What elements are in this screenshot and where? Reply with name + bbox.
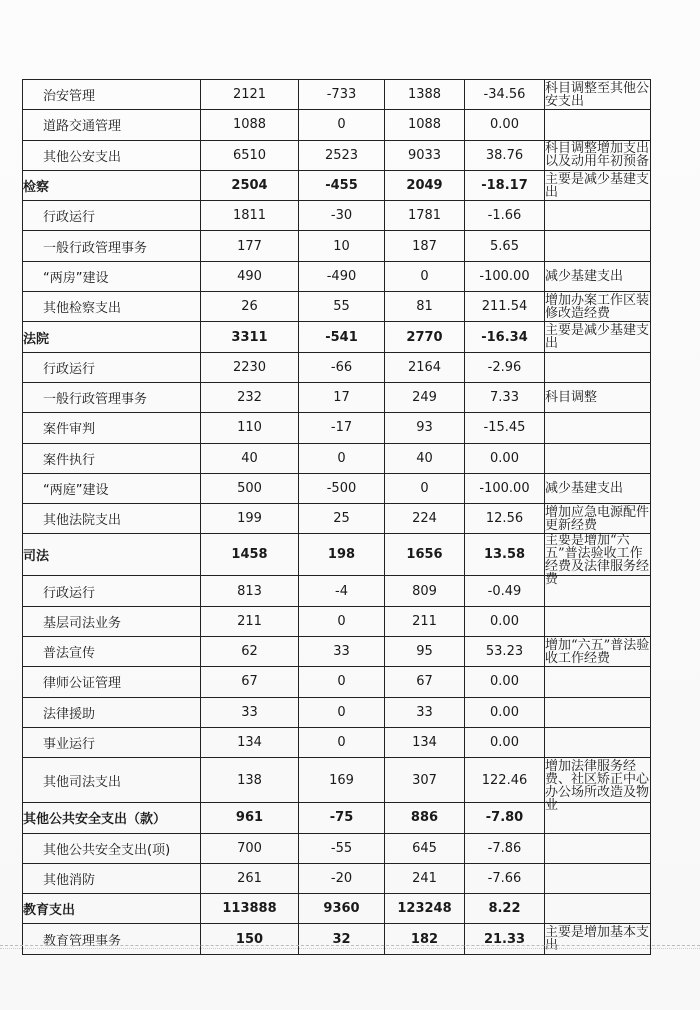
value-percent: -7.86 bbox=[465, 833, 545, 863]
note-cell bbox=[545, 833, 651, 863]
note-text: 增加办案工作区装修改造经费 bbox=[545, 292, 650, 321]
value-adjusted: 1088 bbox=[385, 110, 465, 140]
note-cell bbox=[545, 443, 651, 473]
item-name: 一般行政管理事务 bbox=[23, 382, 201, 412]
table-row bbox=[23, 413, 651, 443]
table-row bbox=[23, 443, 651, 473]
table-row-category bbox=[23, 170, 651, 200]
note-cell bbox=[545, 170, 651, 200]
value-adjustment: 25 bbox=[299, 504, 385, 534]
value-adjustment: 10 bbox=[299, 231, 385, 261]
value-original: 1811 bbox=[201, 201, 299, 231]
value-adjusted: 645 bbox=[385, 833, 465, 863]
item-name: 检察 bbox=[23, 170, 201, 200]
value-adjusted: 0 bbox=[385, 261, 465, 291]
value-percent: -1.66 bbox=[465, 201, 545, 231]
note-cell bbox=[545, 140, 651, 170]
value-adjustment: 0 bbox=[299, 443, 385, 473]
table-row bbox=[23, 140, 651, 170]
value-adjustment: 0 bbox=[299, 727, 385, 757]
value-adjusted: 809 bbox=[385, 576, 465, 606]
value-percent: -34.56 bbox=[465, 80, 545, 110]
table-row bbox=[23, 261, 651, 291]
note-text: 科目调整至其他公安支出 bbox=[545, 80, 650, 109]
value-percent: -16.34 bbox=[465, 322, 545, 352]
item-name: 治安管理 bbox=[23, 80, 201, 110]
value-original: 261 bbox=[201, 863, 299, 893]
item-name: 法院 bbox=[23, 322, 201, 352]
note-cell bbox=[545, 231, 651, 261]
value-adjustment: -75 bbox=[299, 803, 385, 833]
value-adjusted: 1656 bbox=[385, 534, 465, 576]
value-adjustment: 169 bbox=[299, 758, 385, 803]
value-adjusted: 224 bbox=[385, 504, 465, 534]
value-adjusted: 241 bbox=[385, 863, 465, 893]
note-cell bbox=[545, 110, 651, 140]
value-percent: 122.46 bbox=[465, 758, 545, 803]
item-name: 其他公共安全支出（款） bbox=[23, 803, 201, 833]
note-cell bbox=[545, 322, 651, 352]
value-percent: -100.00 bbox=[465, 473, 545, 503]
table-row bbox=[23, 80, 651, 110]
note-cell bbox=[545, 533, 651, 588]
value-adjusted: 182 bbox=[385, 924, 465, 954]
value-original: 199 bbox=[201, 504, 299, 534]
note-cell bbox=[545, 894, 651, 924]
item-name: “两庭”建设 bbox=[23, 473, 201, 503]
value-adjustment: 0 bbox=[299, 110, 385, 140]
value-percent: 8.22 bbox=[465, 894, 545, 924]
value-adjusted: 67 bbox=[385, 667, 465, 697]
value-percent: 0.00 bbox=[465, 727, 545, 757]
value-percent: -0.49 bbox=[465, 576, 545, 606]
value-percent: -7.80 bbox=[465, 803, 545, 833]
note-text: 增加“六五”普法验收工作经费 bbox=[545, 637, 650, 666]
value-percent: 13.58 bbox=[465, 534, 545, 576]
scan-edge-line bbox=[0, 948, 700, 950]
item-name: 司法 bbox=[23, 534, 201, 576]
value-percent: 53.23 bbox=[465, 637, 545, 667]
value-percent: 38.76 bbox=[465, 140, 545, 170]
item-name: 其他司法支出 bbox=[23, 758, 201, 803]
table-row bbox=[23, 606, 651, 636]
value-adjusted: 9033 bbox=[385, 140, 465, 170]
value-original: 2504 bbox=[201, 170, 299, 200]
value-adjusted: 2049 bbox=[385, 170, 465, 200]
item-name: 其他公共安全支出(项) bbox=[23, 833, 201, 863]
value-adjustment: -500 bbox=[299, 473, 385, 503]
note-text: 增加法律服务经费、社区矫正中心办公场所改造及物业 bbox=[545, 758, 650, 813]
value-adjusted: 0 bbox=[385, 473, 465, 503]
value-adjusted: 93 bbox=[385, 413, 465, 443]
table-row bbox=[23, 833, 651, 863]
note-text: 科目调整 bbox=[545, 390, 598, 406]
value-original: 2121 bbox=[201, 80, 299, 110]
value-percent: 0.00 bbox=[465, 667, 545, 697]
value-adjusted: 307 bbox=[385, 758, 465, 803]
note-text: 减少基建支出 bbox=[545, 481, 624, 496]
table-row bbox=[23, 727, 651, 757]
value-percent: -18.17 bbox=[465, 170, 545, 200]
note-cell bbox=[545, 863, 651, 893]
value-original: 490 bbox=[201, 261, 299, 291]
value-original: 33 bbox=[201, 697, 299, 727]
value-percent: -2.96 bbox=[465, 352, 545, 382]
value-adjusted: 95 bbox=[385, 637, 465, 667]
item-name: 其他检察支出 bbox=[23, 292, 201, 322]
item-name: 教育支出 bbox=[23, 894, 201, 924]
value-original: 177 bbox=[201, 231, 299, 261]
value-adjustment: 55 bbox=[299, 292, 385, 322]
value-adjusted: 1781 bbox=[385, 201, 465, 231]
value-original: 40 bbox=[201, 443, 299, 473]
value-original: 26 bbox=[201, 292, 299, 322]
note-cell bbox=[545, 382, 651, 412]
value-adjustment: 2523 bbox=[299, 140, 385, 170]
table-row bbox=[23, 231, 651, 261]
value-adjusted: 81 bbox=[385, 292, 465, 322]
value-adjustment: -733 bbox=[299, 80, 385, 110]
value-adjustment: -455 bbox=[299, 170, 385, 200]
table-row-category bbox=[23, 534, 651, 576]
value-original: 138 bbox=[201, 758, 299, 803]
value-adjustment: 32 bbox=[299, 924, 385, 954]
table-row bbox=[23, 110, 651, 140]
value-adjusted: 886 bbox=[385, 803, 465, 833]
value-adjusted: 40 bbox=[385, 443, 465, 473]
value-percent: 0.00 bbox=[465, 443, 545, 473]
value-adjustment: 17 bbox=[299, 382, 385, 412]
table-row-category bbox=[23, 894, 651, 924]
value-original: 113888 bbox=[201, 894, 299, 924]
table-row bbox=[23, 201, 651, 231]
item-name: 道路交通管理 bbox=[23, 110, 201, 140]
note-cell bbox=[545, 80, 651, 110]
table-row bbox=[23, 382, 651, 412]
value-adjusted: 33 bbox=[385, 697, 465, 727]
value-original: 961 bbox=[201, 803, 299, 833]
item-name: 一般行政管理事务 bbox=[23, 231, 201, 261]
value-original: 1088 bbox=[201, 110, 299, 140]
value-adjusted: 2164 bbox=[385, 352, 465, 382]
value-adjustment: 198 bbox=[299, 534, 385, 576]
value-adjustment: 33 bbox=[299, 637, 385, 667]
item-name: 行政运行 bbox=[23, 576, 201, 606]
value-percent: 5.65 bbox=[465, 231, 545, 261]
note-text: 科目调整增加支出以及动用年初预备 bbox=[545, 141, 650, 170]
item-name: 其他公安支出 bbox=[23, 140, 201, 170]
note-cell bbox=[545, 606, 651, 636]
value-adjusted: 2770 bbox=[385, 322, 465, 352]
note-text: 主要是增加基本支出 bbox=[545, 925, 650, 954]
note-cell bbox=[545, 352, 651, 382]
table-row bbox=[23, 667, 651, 697]
value-adjustment: -4 bbox=[299, 576, 385, 606]
value-adjustment: -55 bbox=[299, 833, 385, 863]
value-percent: -15.45 bbox=[465, 413, 545, 443]
value-adjusted: 1388 bbox=[385, 80, 465, 110]
value-adjustment: -541 bbox=[299, 322, 385, 352]
value-adjusted: 123248 bbox=[385, 894, 465, 924]
value-adjustment: 0 bbox=[299, 697, 385, 727]
note-cell bbox=[545, 473, 651, 503]
note-cell bbox=[545, 504, 651, 534]
value-adjustment: -20 bbox=[299, 863, 385, 893]
note-cell bbox=[545, 576, 651, 606]
value-adjustment: -30 bbox=[299, 201, 385, 231]
value-adjusted: 249 bbox=[385, 382, 465, 412]
item-name: “两房”建设 bbox=[23, 261, 201, 291]
note-cell bbox=[545, 292, 651, 322]
item-name: 基层司法业务 bbox=[23, 606, 201, 636]
item-name: 案件执行 bbox=[23, 443, 201, 473]
table-row bbox=[23, 292, 651, 322]
table-row bbox=[23, 697, 651, 727]
value-percent: 0.00 bbox=[465, 110, 545, 140]
value-original: 62 bbox=[201, 637, 299, 667]
value-original: 6510 bbox=[201, 140, 299, 170]
value-original: 700 bbox=[201, 833, 299, 863]
note-cell bbox=[545, 758, 651, 813]
value-original: 3311 bbox=[201, 322, 299, 352]
value-original: 813 bbox=[201, 576, 299, 606]
item-name: 行政运行 bbox=[23, 201, 201, 231]
note-cell bbox=[545, 667, 651, 697]
value-percent: 0.00 bbox=[465, 606, 545, 636]
item-name: 法律援助 bbox=[23, 697, 201, 727]
value-adjustment: 0 bbox=[299, 606, 385, 636]
item-name: 其他消防 bbox=[23, 863, 201, 893]
value-adjusted: 187 bbox=[385, 231, 465, 261]
item-name: 事业运行 bbox=[23, 727, 201, 757]
value-adjustment: 9360 bbox=[299, 894, 385, 924]
value-percent: -100.00 bbox=[465, 261, 545, 291]
note-cell bbox=[545, 261, 651, 291]
note-text: 主要是增加“六五”普法验收工作经费及法律服务经费 bbox=[545, 533, 650, 588]
value-original: 211 bbox=[201, 606, 299, 636]
table-row bbox=[23, 863, 651, 893]
value-percent: 0.00 bbox=[465, 697, 545, 727]
value-original: 500 bbox=[201, 473, 299, 503]
note-cell bbox=[545, 803, 651, 833]
note-cell bbox=[545, 201, 651, 231]
value-percent: -7.66 bbox=[465, 863, 545, 893]
value-adjustment: 0 bbox=[299, 667, 385, 697]
item-name: 教育管理事务 bbox=[23, 924, 201, 954]
table-row-category bbox=[23, 322, 651, 352]
item-name: 案件审判 bbox=[23, 413, 201, 443]
budget-table bbox=[22, 79, 651, 955]
table-row bbox=[23, 758, 651, 803]
value-original: 150 bbox=[201, 924, 299, 954]
table-row bbox=[23, 504, 651, 534]
value-adjustment: -17 bbox=[299, 413, 385, 443]
value-original: 67 bbox=[201, 667, 299, 697]
item-name: 其他法院支出 bbox=[23, 504, 201, 534]
note-text: 主要是减少基建支出 bbox=[545, 171, 650, 200]
table-row bbox=[23, 637, 651, 667]
note-cell bbox=[545, 697, 651, 727]
value-percent: 12.56 bbox=[465, 504, 545, 534]
value-adjustment: -66 bbox=[299, 352, 385, 382]
table-row bbox=[23, 473, 651, 503]
note-cell bbox=[545, 637, 651, 667]
value-original: 110 bbox=[201, 413, 299, 443]
value-percent: 211.54 bbox=[465, 292, 545, 322]
note-text: 增加应急电源配件更新经费 bbox=[545, 504, 650, 533]
table-row bbox=[23, 352, 651, 382]
scan-edge-line bbox=[0, 945, 700, 947]
note-text: 主要是减少基建支出 bbox=[545, 323, 650, 352]
value-adjusted: 211 bbox=[385, 606, 465, 636]
value-percent: 21.33 bbox=[465, 924, 545, 954]
value-original: 1458 bbox=[201, 534, 299, 576]
value-adjusted: 134 bbox=[385, 727, 465, 757]
value-adjustment: -490 bbox=[299, 261, 385, 291]
item-name: 行政运行 bbox=[23, 352, 201, 382]
note-cell bbox=[545, 727, 651, 757]
value-original: 2230 bbox=[201, 352, 299, 382]
note-cell bbox=[545, 413, 651, 443]
item-name: 律师公证管理 bbox=[23, 667, 201, 697]
value-original: 134 bbox=[201, 727, 299, 757]
note-text: 减少基建支出 bbox=[545, 268, 624, 284]
value-percent: 7.33 bbox=[465, 382, 545, 412]
item-name: 普法宣传 bbox=[23, 637, 201, 667]
value-original: 232 bbox=[201, 382, 299, 412]
